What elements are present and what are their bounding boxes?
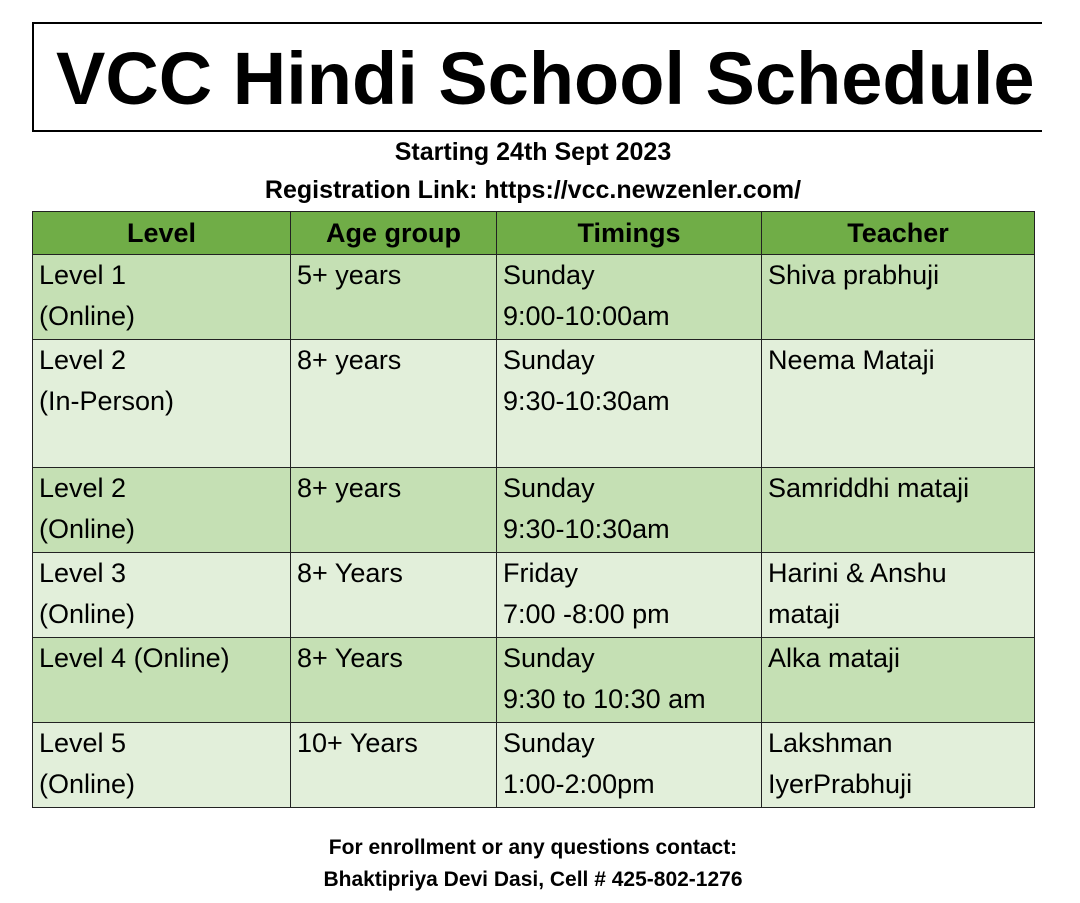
timing-cell-line: 9:00-10:00am [503, 301, 670, 331]
timing-cell-line: 9:30 to 10:30 am [503, 684, 706, 714]
footer-contact-label: For enrollment or any questions contact: [328, 836, 738, 859]
timing-cell-line: Sunday [503, 345, 595, 375]
teacher-cell-line: Lakshman [768, 728, 893, 758]
age-group-cell-line: 5+ years [297, 260, 402, 290]
teacher-cell-line: Harini & Anshu [768, 558, 947, 588]
age-group-cell [291, 638, 497, 723]
table-row [33, 638, 1035, 723]
level-cell-line: Level 4 (Online) [39, 643, 230, 673]
teacher-cell-line: Samriddhi mataji [768, 473, 970, 503]
schedule-table [32, 211, 1035, 808]
level-cell [33, 723, 291, 808]
timing-cell [497, 255, 762, 340]
age-group-cell-line: 8+ Years [297, 558, 403, 588]
level-cell-line: Level 2 [39, 473, 127, 503]
teacher-cell-line: IyerPrabhuji [768, 769, 913, 799]
level-cell-line: (Online) [39, 514, 136, 544]
teacher-cell-line: mataji [768, 599, 841, 629]
level-cell [33, 255, 291, 340]
timing-cell-line: 9:30-10:30am [503, 386, 670, 416]
age-group-cell-line: 8+ years [297, 345, 402, 375]
table-row [33, 723, 1035, 808]
level-cell-line: (Online) [39, 769, 136, 799]
timing-cell-line: Sunday [503, 643, 595, 673]
level-cell [33, 638, 291, 723]
page-title: VCC Hindi School Schedule [56, 37, 1035, 120]
level-cell-line: (In-Person) [39, 386, 175, 416]
teacher-cell-line: Alka mataji [768, 643, 901, 673]
age-group-cell [291, 255, 497, 340]
table-row [33, 553, 1035, 638]
level-cell [33, 340, 291, 468]
header-level: Level [33, 212, 291, 255]
teacher-cell [762, 255, 1035, 340]
age-group-cell-line: 8+ years [297, 473, 402, 503]
header-timings: Timings [497, 212, 762, 255]
level-cell-line: (Online) [39, 599, 136, 629]
timing-cell-line: 1:00-2:00pm [503, 769, 655, 799]
level-cell [33, 468, 291, 553]
timing-cell [497, 723, 762, 808]
timing-cell-line: Sunday [503, 260, 595, 290]
header-row [33, 212, 1035, 255]
age-group-cell [291, 553, 497, 638]
level-cell-line: (Online) [39, 301, 136, 331]
start-date: Starting 24th Sept 2023 [394, 138, 672, 166]
age-group-cell-line: 8+ Years [297, 643, 403, 673]
teacher-cell [762, 638, 1035, 723]
age-group-cell [291, 468, 497, 553]
level-cell-line: Level 2 [39, 345, 127, 375]
timing-cell [497, 638, 762, 723]
footer-contact-info: Bhaktipriya Devi Dasi, Cell # 425-802-1276 [323, 868, 743, 891]
timing-cell [497, 468, 762, 553]
teacher-cell-line: Shiva prabhuji [768, 260, 940, 290]
table-row [33, 340, 1035, 468]
header-teacher: Teacher [762, 212, 1035, 255]
level-cell [33, 553, 291, 638]
age-group-cell [291, 723, 497, 808]
title-box [32, 22, 1042, 132]
table-row [33, 468, 1035, 553]
teacher-cell [762, 723, 1035, 808]
teacher-cell-line: Neema Mataji [768, 345, 935, 375]
timing-cell-line: Sunday [503, 728, 595, 758]
timing-cell-line: Friday [503, 558, 579, 588]
level-cell-line: Level 3 [39, 558, 127, 588]
teacher-cell [762, 553, 1035, 638]
level-cell-line: Level 1 [39, 260, 127, 290]
registration-link: Registration Link: https://vcc.newzenler.com/ [264, 176, 802, 204]
timing-cell-line: 9:30-10:30am [503, 514, 670, 544]
level-cell-line: Level 5 [39, 728, 127, 758]
table-row [33, 255, 1035, 340]
timing-cell [497, 553, 762, 638]
age-group-cell-line: 10+ Years [297, 728, 418, 758]
timing-cell-line: Sunday [503, 473, 595, 503]
teacher-cell [762, 468, 1035, 553]
timing-cell-line: 7:00 -8:00 pm [503, 599, 670, 629]
header-age-group: Age group [291, 212, 497, 255]
teacher-cell [762, 340, 1035, 468]
age-group-cell [291, 340, 497, 468]
timing-cell [497, 340, 762, 468]
